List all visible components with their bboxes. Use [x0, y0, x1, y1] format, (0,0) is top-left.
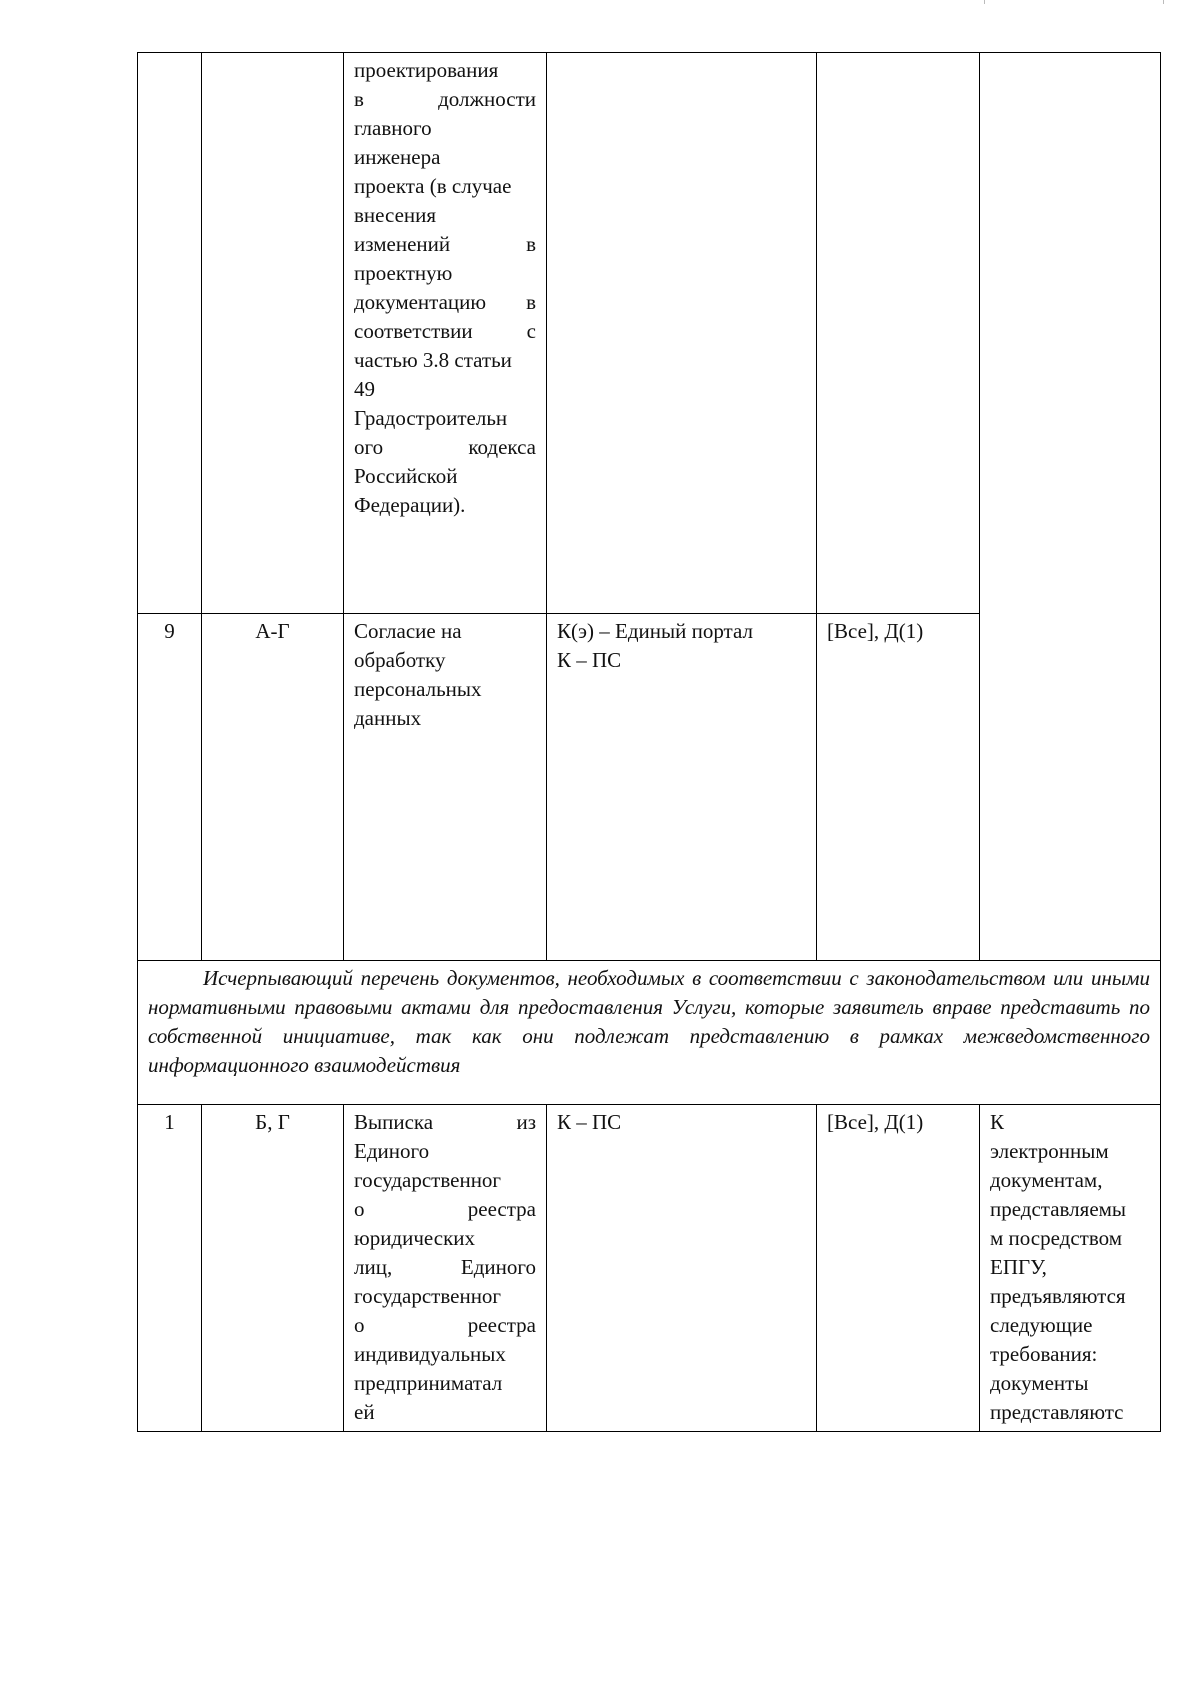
document-line: изменений в [354, 232, 536, 256]
document-line: Выписка из [354, 1110, 536, 1134]
cell-applies-to [817, 53, 980, 614]
document-line: главного [354, 116, 432, 140]
requirement-line: представляютс [990, 1400, 1124, 1424]
document-line: юридических [354, 1226, 476, 1250]
document-line: о реестра [354, 1313, 536, 1337]
cell-document [344, 614, 547, 961]
cell-categories: А-Г [202, 614, 344, 961]
document-line: внесения [354, 203, 437, 227]
section-note-text: Исчерпывающий перечень документов, необходимых в соответствии с законодательством или иными нормативными правовыми актами для предоставления Услуги, которые заявитель вправе представить по собственной инициативе, так как они подлежат представлению в рамках межведомственного информационного взаимодействия [148, 966, 1150, 1077]
cell-submission-method [547, 53, 817, 614]
cell-requirements [980, 1105, 1161, 1432]
document-line: государственног [354, 1168, 502, 1192]
cell-number [138, 53, 202, 614]
requirement-line: К [990, 1110, 1005, 1134]
document-line: Согласие на [354, 619, 462, 643]
cell-categories: Б, Г [202, 1105, 344, 1432]
document-line: проекта (в случае [354, 174, 512, 198]
document-line: персональных [354, 677, 482, 701]
document-line: Единого [354, 1139, 430, 1163]
document-line: индивидуальных [354, 1342, 506, 1366]
requirement-line: следующие [990, 1313, 1093, 1337]
document-line: Градостроительн [354, 406, 508, 430]
document-line: проектную [354, 261, 453, 285]
documents-table [137, 52, 1161, 1432]
document-line: в должности [354, 87, 536, 111]
document-line: ей [354, 1400, 375, 1424]
cell-number: 9 [138, 614, 202, 961]
submission-line: К – ПС [557, 648, 622, 672]
document-line: Российской [354, 464, 458, 488]
cell-submission-method [547, 614, 817, 961]
document-line: проектирования [354, 58, 499, 82]
cell-applies-to: [Все], Д(1) [817, 1105, 980, 1432]
table-row [138, 1105, 1161, 1432]
requirement-line: представляемы [990, 1197, 1127, 1221]
requirement-line: ЕПГУ, [990, 1255, 1047, 1279]
section-note-row [138, 961, 1161, 1105]
table-row [138, 53, 1161, 614]
document-line: соответствии с [354, 319, 536, 343]
document-line: инженера [354, 145, 441, 169]
requirement-line: документы [990, 1371, 1089, 1395]
requirement-line: документам, [990, 1168, 1103, 1192]
document-line: ого кодекса [354, 435, 536, 459]
cell-number: 1 [138, 1105, 202, 1432]
cell-applies-to: [Все], Д(1) [817, 614, 980, 961]
cell-document [344, 53, 547, 614]
document-line: данных [354, 706, 422, 730]
requirement-line: требования: [990, 1342, 1098, 1366]
submission-line: К(э) – Единый портал [557, 619, 753, 643]
document-line: предприниматал [354, 1371, 503, 1395]
requirement-line: электронным [990, 1139, 1109, 1163]
requirement-line: м посредством [990, 1226, 1123, 1250]
document-line: обработку [354, 648, 446, 672]
document-line: документацию в [354, 290, 536, 314]
document-line: лиц, Единого [354, 1255, 536, 1279]
document-line: государственног [354, 1284, 502, 1308]
cell-document [344, 1105, 547, 1432]
page-corner-mark [984, 0, 1164, 4]
requirement-line: предъявляются [990, 1284, 1126, 1308]
section-note-cell [138, 961, 1161, 1105]
document-line: частью 3.8 статьи [354, 348, 512, 372]
cell-requirements [980, 53, 1161, 961]
document-line: Федерации). [354, 493, 466, 517]
document-line: 49 [354, 377, 375, 401]
document-line: о реестра [354, 1197, 536, 1221]
cell-categories [202, 53, 344, 614]
cell-submission-method: К – ПС [547, 1105, 817, 1432]
